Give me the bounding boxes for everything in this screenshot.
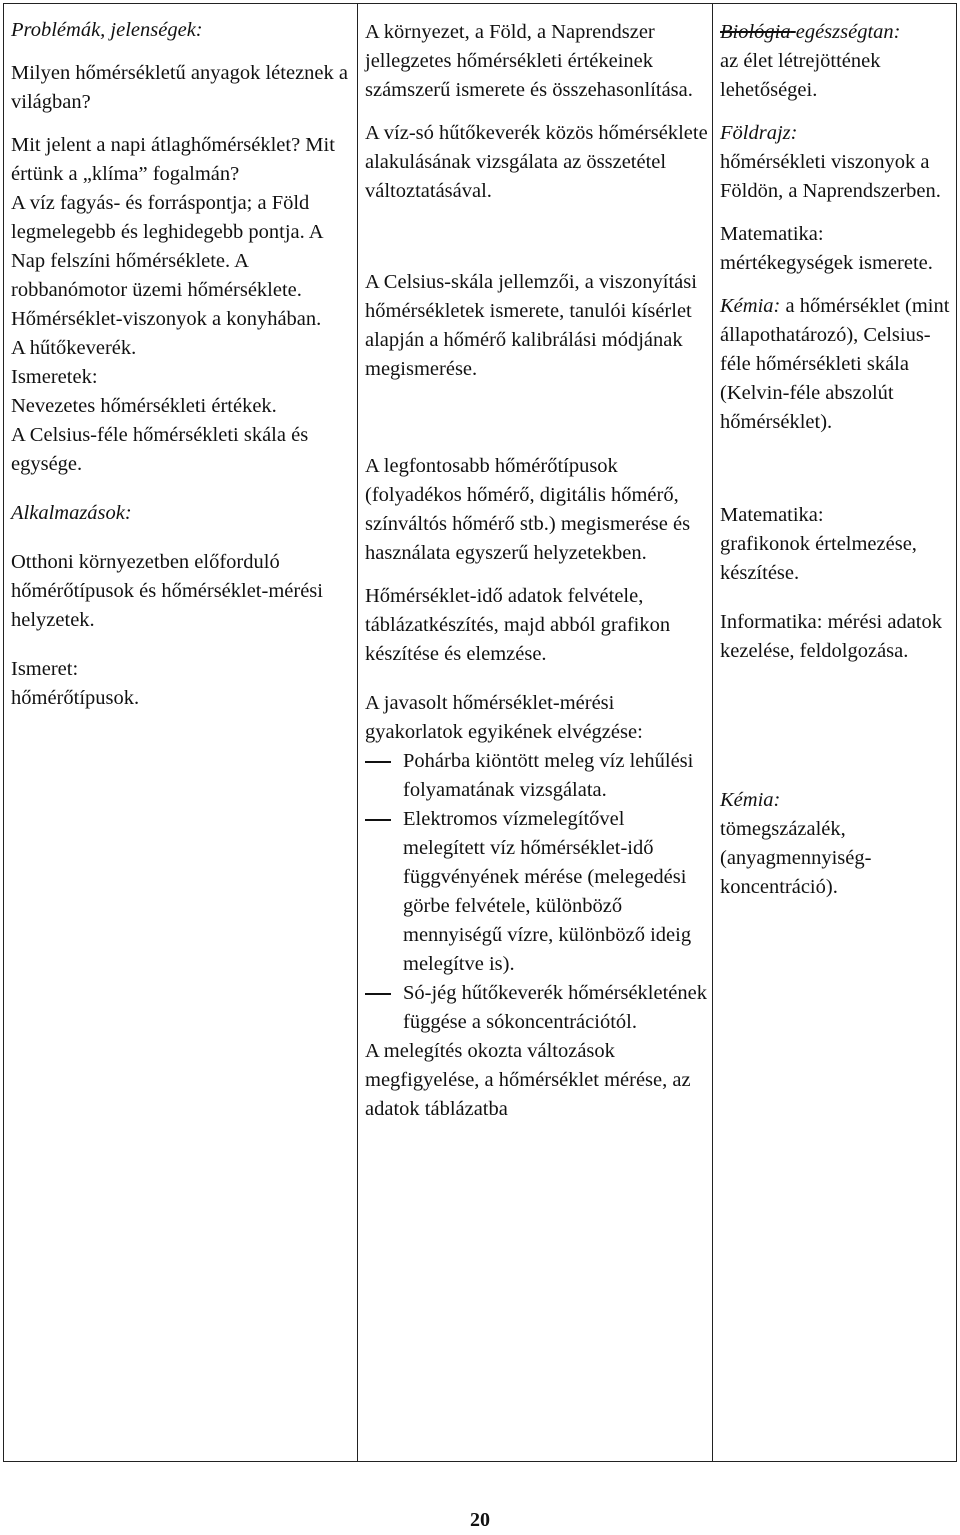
math2-text: grafikonok értelmezése, készítése. (720, 533, 917, 584)
activity-1: A környezet, a Föld, a Naprendszer jellegzetes hőmérsékleti értékeinek számszerű ismerete és összehasonlítása. (365, 21, 693, 101)
geography-label: Földrajz: (720, 122, 798, 144)
page-number: 20 (470, 1509, 490, 1531)
phenomena-1: A víz fagyás- és forráspontja; a Föld legmelegebb és leghidegebb pontja. A Nap felszíni hőmérséklete. A robbanómotor üzemi hőmérséklete. (11, 192, 323, 301)
informatics-connection (720, 608, 954, 666)
table-divider-2 (712, 3, 713, 1462)
chemistry-text: a hőmérséklet (mint állapothatározó), Celsius-féle hőmérsékleti skála (Kelvin-féle abszolút hőmérséklet). (720, 295, 950, 433)
column-activities (365, 18, 709, 1124)
activity-6-outro: A melegítés okozta változások megfigyelése, a hőmérséklet mérése, az adatok táblázatba (365, 1040, 691, 1120)
exercise-list (365, 747, 709, 1037)
knowledge-1: Nevezetes hőmérsékleti értékek. (11, 395, 277, 417)
knowledge-label: Ismeretek: (11, 366, 98, 388)
list-item: Pohárba kiöntött meleg víz lehűlési folyamatának vizsgálata. (365, 747, 709, 805)
column-problems (11, 16, 351, 713)
problems-heading: Problémák, jelenségek: (11, 19, 203, 41)
activity-3: A Celsius-skála jellemzői, a viszonyítási hőmérsékletek ismerete, tanulói kísérlet alapján a hőmérő kalibrálási módjának megismerése. (365, 271, 697, 380)
phenomena-2: Hőmérséklet-viszonyok a konyhában. (11, 308, 322, 330)
knowledge-2: A Celsius-féle hőmérsékleti skála és egysége. (11, 424, 309, 475)
activity-2: A víz-só hűtőkeverék közös hőmérséklete alakulásának vizsgálata az összetétel változtatásával. (365, 122, 708, 202)
list-item: Elektromos vízmelegítővel melegített víz hőmérséklet-idő függvényének mérése (melegedési görbe felvétele, különböző mennyiségű vízre, különböző ideig melegítve is). (365, 805, 709, 979)
table-border-right (956, 3, 957, 1462)
chemistry2-text: tömegszázalék, (anyagmennyiség-koncentráció). (720, 818, 872, 898)
biology-connection (720, 18, 954, 47)
table-divider-1 (357, 3, 358, 1462)
informatics-label: Informatika: (720, 611, 823, 633)
geography-text: hőmérsékleti viszonyok a Földön, a Naprendszerben. (720, 151, 941, 202)
table-border-left (3, 3, 4, 1462)
activity-6-intro: A javasolt hőmérséklet-mérési gyakorlatok egyikének elvégzése: (365, 692, 643, 743)
math-label: Matematika: (720, 223, 824, 245)
applications-text: Otthoni környezetben előforduló hőmérőtípusok és hőmérséklet-mérési helyzetek. (11, 551, 323, 631)
activity-4: A legfontosabb hőmérőtípusok (folyadékos hőmérő, digitális hőmérő, színváltós hőmérő stb.) megismerése és használata egyszerű helyzetekben. (365, 455, 691, 564)
chemistry-connection (720, 292, 954, 437)
table-border-bottom (3, 1461, 957, 1462)
question-2: Mit jelent a napi átlaghőmérséklet? Mit értünk a „klíma” fogalmán? (11, 134, 335, 185)
chemistry2-label: Kémia: (720, 789, 781, 811)
table-border-top (3, 3, 957, 4)
activity-5: Hőmérséklet-idő adatok felvétele, táblázatkészítés, majd abból grafikon készítése és elemzése. (365, 585, 671, 665)
informatics-text: mérési adatok kezelése, feldolgozása. (720, 611, 943, 662)
applications-heading: Alkalmazások: (11, 502, 132, 524)
math2-label: Matematika: (720, 504, 824, 526)
knowledge2-label: Ismeret: (11, 658, 79, 680)
phenomena-3: A hűtőkeverék. (11, 337, 137, 359)
list-item: Só-jég hűtőkeverék hőmérsékletének függése a sókoncentrációtól. (365, 979, 709, 1037)
chemistry-label: Kémia: (720, 295, 781, 317)
biology-label-a: Biológia (720, 21, 791, 43)
column-connections (720, 18, 954, 902)
biology-text: az élet létrejöttének lehetőségei. (720, 50, 881, 101)
knowledge2-text: hőmérőtípusok. (11, 687, 140, 709)
biology-label-b: egészségtan: (795, 21, 901, 43)
math-text: mértékegységek ismerete. (720, 252, 933, 274)
question-1: Milyen hőmérsékletű anyagok léteznek a világban? (11, 62, 348, 113)
